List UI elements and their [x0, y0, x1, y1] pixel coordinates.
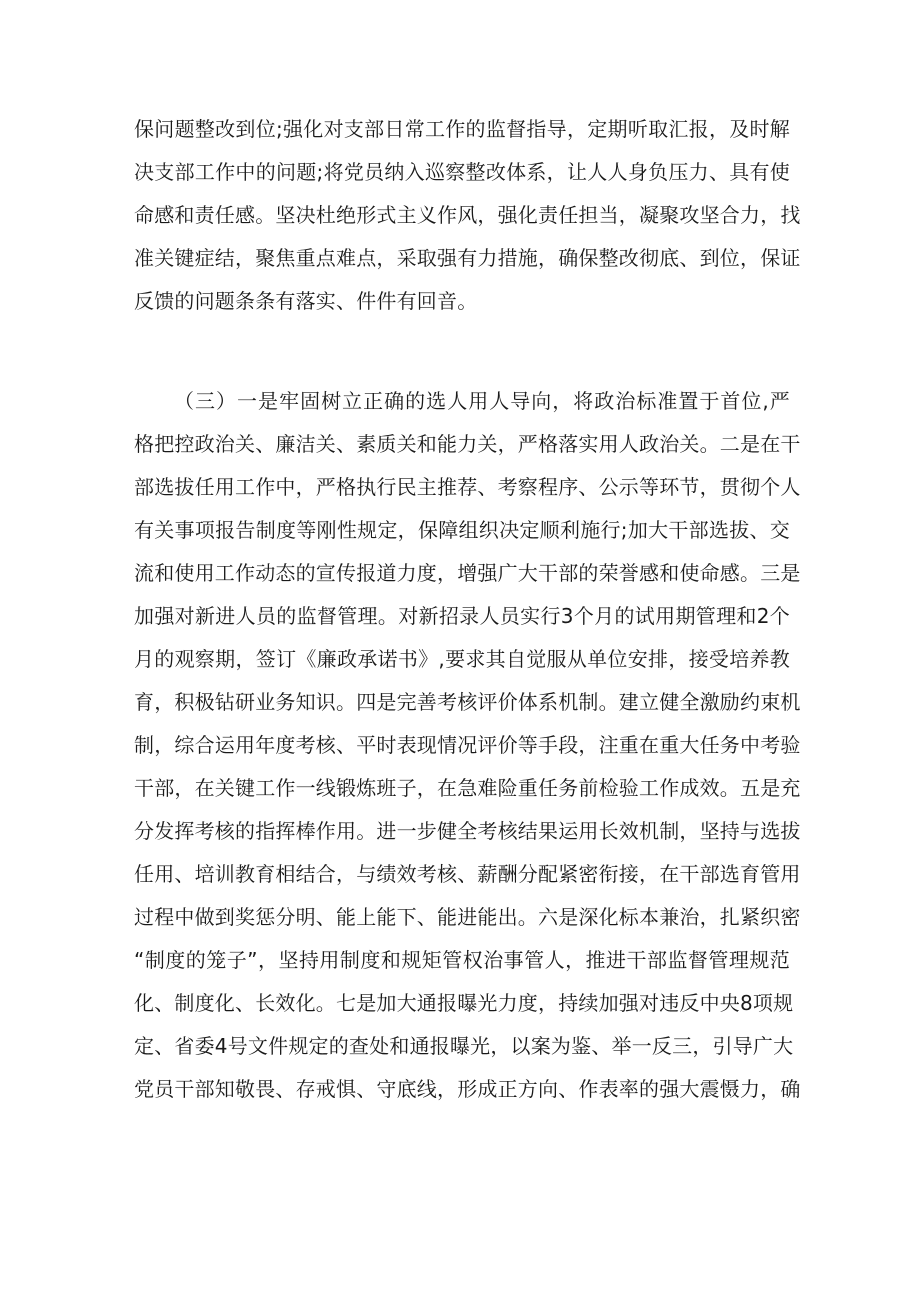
- paragraph-2-line: 任用、培训教育相结合，与绩效考核、薪酬分配紧密衔接，在干部选育管用: [134, 862, 801, 886]
- paragraph-2-line: 部选拔任用工作中，严格执行民主推荐、考察程序、公示等环节，贯彻个人: [134, 475, 801, 499]
- paragraph-2-line: 制，综合运用年度考核、平时表现情况评价等手段，注重在重大任务中考验: [134, 733, 801, 757]
- paragraph-2-line: 格把控政治关、廉洁关、素质关和能力关，严格落实用人政治关。二是在干: [134, 432, 801, 456]
- paragraph-2-line: 加强对新进人员的监督管理。对新招录人员实行3个月的试用期管理和2个: [134, 604, 790, 628]
- paragraph-1-line: 命感和责任感。坚决杜绝形式主义作风，强化责任担当，凝聚攻坚合力，找: [134, 203, 801, 227]
- paragraph-1-line: 保问题整改到位;强化对支部日常工作的监督指导，定期听取汇报，及时解: [134, 117, 790, 141]
- paragraph-1-line: 准关键症结，聚焦重点难点，采取强有力措施，确保整改彻底、到位，保证: [134, 246, 801, 270]
- paragraph-1: [134, 108, 801, 323]
- paragraph-2-line: （三）一是牢固树立正确的选人用人导向，将政治标准置于首位,严: [174, 389, 790, 413]
- paragraph-2-line: 有关事项报告制度等刚性规定，保障组织决定顺利施行;加大干部选拔、交: [134, 518, 790, 542]
- paragraph-2-line: 分发挥考核的指挥棒作用。进一步健全考核结果运用长效机制，坚持与选拔: [134, 819, 801, 843]
- paragraph-2-line: “制度的笼子”，坚持用制度和规矩管权治事管人，推进干部监督管理规范: [134, 948, 790, 972]
- paragraph-2-line: 党员干部知敬畏、存戒惧、守底线，形成正方向、作表率的强大震慑力，确: [134, 1077, 801, 1101]
- paragraph-1-line: 决支部工作中的问题;将党员纳入巡察整改体系，让人人身负压力、具有使: [134, 160, 790, 184]
- paragraph-2-line: 定、省委4号文件规定的查处和通报曝光，以案为鉴、举一反三，引导广大: [134, 1034, 794, 1058]
- paragraph-2-line: 月的观察期，签订《廉政承诺书》,要求其自觉服从单位安排，接受培养教: [134, 647, 790, 671]
- paragraph-2-line: 流和使用工作动态的宣传报道力度，增强广大干部的荣誉感和使命感。三是: [134, 561, 801, 585]
- paragraph-2-line: 过程中做到奖惩分明、能上能下、能进能出。六是深化标本兼治，扎紧织密: [134, 905, 801, 929]
- paragraph-2: [134, 380, 801, 1111]
- paragraph-2-line: 育，积极钻研业务知识。四是完善考核评价体系机制。建立健全激励约束机: [134, 690, 801, 714]
- paragraph-2-line: 干部，在关键工作一线锻炼班子，在急难险重任务前检验工作成效。五是充: [134, 776, 801, 800]
- paragraph-1-line: 反馈的问题条条有落实、件件有回音。: [134, 289, 478, 313]
- paragraph-2-line: 化、制度化、长效化。七是加大通报曝光力度，持续加强对违反中央8项规: [134, 991, 794, 1015]
